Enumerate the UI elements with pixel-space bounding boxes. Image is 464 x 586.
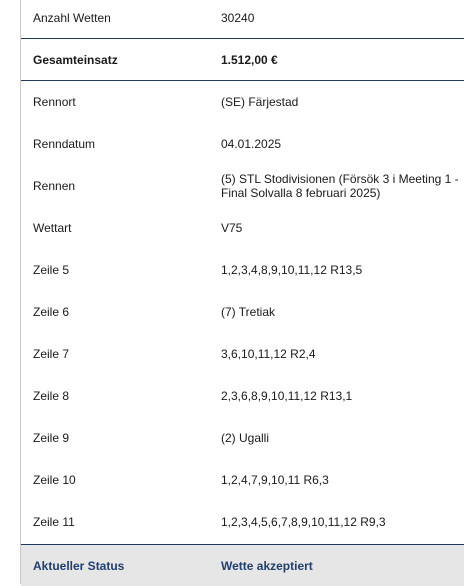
- row-label: Rennen: [33, 179, 76, 193]
- row-value: 2,3,6,8,9,10,11,12 R13,1: [221, 389, 353, 403]
- row-label: Zeile 11: [33, 515, 75, 529]
- row-value: (5) STL Stodivisionen (Försök 3 i Meeting 1 - Final Solvalla 8 februari 2025): [221, 172, 459, 200]
- row-anzahl-wetten: [21, 0, 464, 38]
- row-gesamteinsatz: [21, 38, 464, 81]
- row-zeile-6: [21, 291, 464, 333]
- row-value: 1.512,00 €: [221, 52, 278, 67]
- row-value: 3,6,10,11,12 R2,4: [221, 347, 316, 361]
- row-value: V75: [221, 221, 243, 235]
- row-value: 30240: [221, 11, 255, 25]
- row-zeile-11: [21, 501, 464, 543]
- row-zeile-10: [21, 459, 464, 501]
- row-zeile-5: [21, 249, 464, 291]
- status-label: Aktueller Status: [33, 558, 125, 573]
- row-zeile-7: [21, 333, 464, 375]
- row-zeile-8: [21, 375, 464, 417]
- row-rennen: [21, 165, 464, 207]
- row-rennort: [21, 81, 464, 123]
- row-label: Anzahl Wetten: [33, 11, 111, 25]
- row-label: Zeile 9: [33, 431, 70, 445]
- row-renndatum: [21, 123, 464, 165]
- row-label: Wettart: [33, 221, 72, 235]
- row-value: 1,2,3,4,5,6,7,8,9,10,11,12 R9,3: [221, 515, 386, 529]
- status-value: Wette akzeptiert: [221, 558, 313, 573]
- row-aktueller-status: [21, 544, 464, 586]
- row-value: (2) Ugalli: [221, 431, 270, 445]
- row-label: Zeile 6: [33, 305, 70, 319]
- row-label: Zeile 7: [33, 347, 70, 361]
- row-label: Renndatum: [33, 137, 96, 151]
- row-label: Zeile 5: [33, 263, 70, 277]
- row-value: 1,2,4,7,9,10,11 R6,3: [221, 473, 329, 487]
- row-value: (SE) Färjestad: [221, 95, 299, 109]
- row-label: Zeile 10: [33, 473, 76, 487]
- row-label: Rennort: [33, 95, 76, 109]
- row-wettart: [21, 207, 464, 249]
- bet-details-table: [21, 0, 464, 573]
- row-value: (7) Tretiak: [221, 305, 276, 319]
- row-zeile-9: [21, 417, 464, 459]
- row-label: Gesamteinsatz: [33, 52, 118, 67]
- row-value: 04.01.2025: [221, 137, 282, 151]
- row-value: 1,2,3,4,8,9,10,11,12 R13,5: [221, 263, 363, 277]
- row-label: Zeile 8: [33, 389, 70, 403]
